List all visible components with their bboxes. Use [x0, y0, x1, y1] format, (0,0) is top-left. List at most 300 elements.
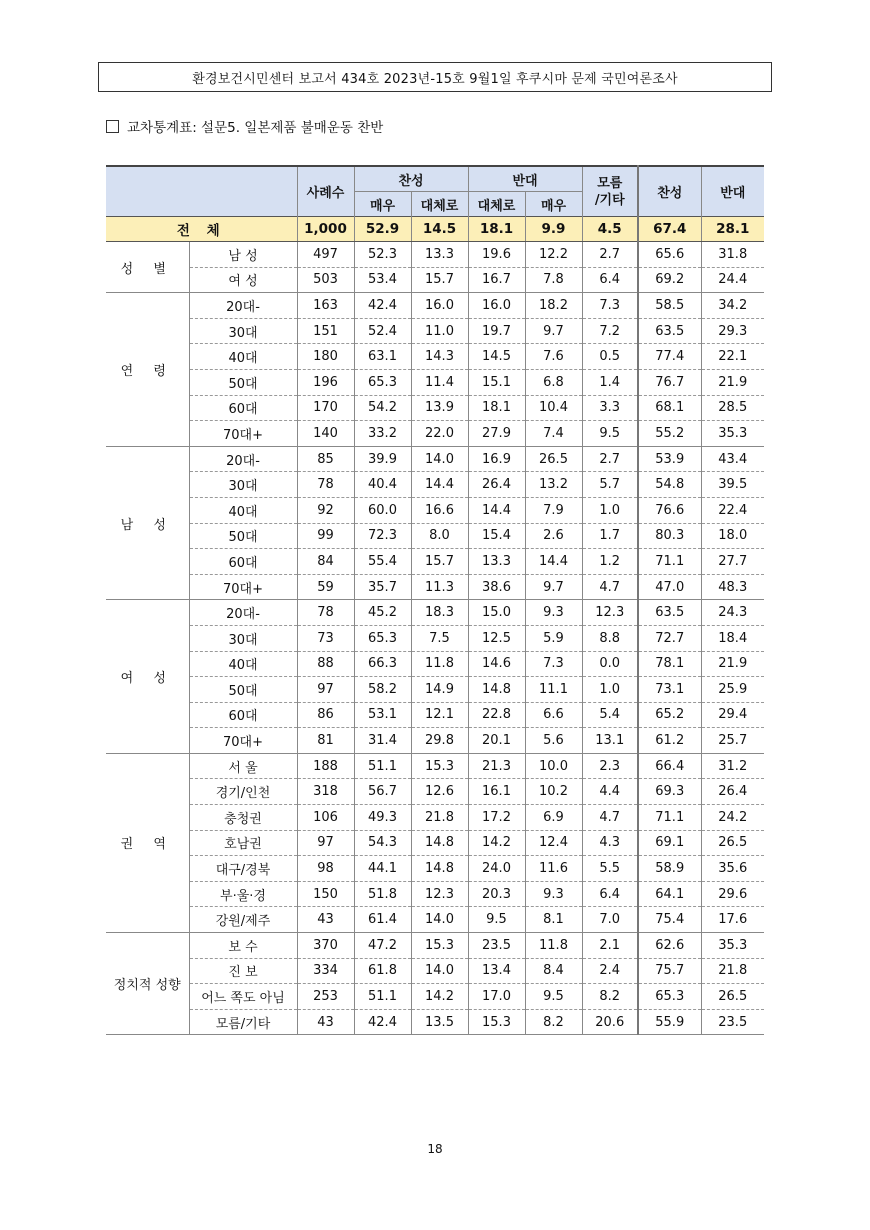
cell: 73.1 [638, 677, 701, 703]
cell: 27.9 [468, 421, 525, 447]
row-label: 20대- [189, 293, 297, 319]
cell: 71.1 [638, 549, 701, 575]
cell: 67.4 [638, 217, 701, 242]
header-unknown-line1: 모름 [597, 175, 623, 191]
cell: 15.7 [411, 549, 468, 575]
row-label: 모름/기타 [189, 1009, 297, 1035]
cell: 18.1 [468, 395, 525, 421]
cell: 54.2 [354, 395, 411, 421]
cell: 22.4 [701, 497, 764, 523]
row-label: 70대+ [189, 728, 297, 754]
cell: 97 [297, 677, 354, 703]
cell: 25.9 [701, 677, 764, 703]
cell: 98 [297, 856, 354, 882]
row-label: 20대- [189, 600, 297, 626]
cell: 6.6 [525, 702, 582, 728]
cell: 13.4 [468, 958, 525, 984]
group-label: 정치적 성향 [106, 933, 189, 1035]
cell: 196 [297, 369, 354, 395]
cell: 24.4 [701, 267, 764, 293]
row-label: 60대 [189, 549, 297, 575]
cell: 7.5 [411, 625, 468, 651]
cell: 72.3 [354, 523, 411, 549]
cell: 65.3 [354, 625, 411, 651]
cell: 6.9 [525, 805, 582, 831]
cell: 78 [297, 600, 354, 626]
cell: 12.1 [411, 702, 468, 728]
cell: 14.2 [411, 984, 468, 1010]
cell: 63.5 [638, 318, 701, 344]
cell: 35.6 [701, 856, 764, 882]
cell: 28.5 [701, 395, 764, 421]
row-label: 대구/경북 [189, 856, 297, 882]
cell: 61.2 [638, 728, 701, 754]
cell: 75.7 [638, 958, 701, 984]
table-body [106, 217, 764, 1035]
section-title-text: 교차통계표: 설문5. 일본제품 불매운동 찬반 [127, 120, 384, 136]
cell: 58.5 [638, 293, 701, 319]
cell: 7.4 [525, 421, 582, 447]
table-row [106, 421, 764, 447]
section-title [106, 116, 383, 136]
cell: 21.9 [701, 651, 764, 677]
row-label: 50대 [189, 369, 297, 395]
table-row [106, 1009, 764, 1035]
cell: 151 [297, 318, 354, 344]
header-blank [106, 166, 297, 217]
cell: 7.0 [582, 907, 638, 933]
cell: 77.4 [638, 344, 701, 370]
cell: 52.3 [354, 242, 411, 268]
row-label: 충청권 [189, 805, 297, 831]
cell: 26.5 [525, 446, 582, 472]
cell: 62.6 [638, 933, 701, 959]
cell: 21.8 [701, 958, 764, 984]
cell: 22.1 [701, 344, 764, 370]
cell: 55.9 [638, 1009, 701, 1035]
cell: 497 [297, 242, 354, 268]
table-row [106, 779, 764, 805]
row-label: 어느 쪽도 아님 [189, 984, 297, 1010]
cell: 11.1 [525, 677, 582, 703]
row-label: 30대 [189, 472, 297, 498]
cell: 1.4 [582, 369, 638, 395]
cell: 11.8 [411, 651, 468, 677]
cell: 12.6 [411, 779, 468, 805]
cell: 12.3 [411, 881, 468, 907]
cell: 10.0 [525, 753, 582, 779]
cell: 64.1 [638, 881, 701, 907]
cell: 14.0 [411, 958, 468, 984]
cell: 11.0 [411, 318, 468, 344]
cell: 71.1 [638, 805, 701, 831]
row-label: 30대 [189, 318, 297, 344]
cell: 2.3 [582, 753, 638, 779]
cell: 11.8 [525, 933, 582, 959]
row-label: 부·울·경 [189, 881, 297, 907]
cell: 9.5 [525, 984, 582, 1010]
cell: 1.0 [582, 497, 638, 523]
cell: 106 [297, 805, 354, 831]
cell: 14.4 [411, 472, 468, 498]
cell: 18.1 [468, 217, 525, 242]
cell: 69.1 [638, 830, 701, 856]
cell: 72.7 [638, 625, 701, 651]
cell: 14.3 [411, 344, 468, 370]
row-label: 서 울 [189, 753, 297, 779]
group-label: 권 역 [106, 753, 189, 932]
cell: 7.8 [525, 267, 582, 293]
cell: 10.2 [525, 779, 582, 805]
cell: 21.9 [701, 369, 764, 395]
cell: 29.3 [701, 318, 764, 344]
cell: 2.7 [582, 242, 638, 268]
table-row [106, 958, 764, 984]
cell: 49.3 [354, 805, 411, 831]
report-header [98, 62, 772, 92]
cell: 8.4 [525, 958, 582, 984]
cell: 6.4 [582, 881, 638, 907]
table-row [106, 369, 764, 395]
cell: 7.3 [582, 293, 638, 319]
cell: 81 [297, 728, 354, 754]
cell: 16.9 [468, 446, 525, 472]
header-unknown-line2: /기타 [594, 192, 625, 208]
cell: 28.1 [701, 217, 764, 242]
cell: 65.3 [354, 369, 411, 395]
cell: 23.5 [468, 933, 525, 959]
table-row [106, 549, 764, 575]
row-label: 50대 [189, 523, 297, 549]
cell: 9.3 [525, 881, 582, 907]
cell: 11.6 [525, 856, 582, 882]
cell: 8.8 [582, 625, 638, 651]
cell: 14.8 [411, 830, 468, 856]
cell: 86 [297, 702, 354, 728]
cell: 35.3 [701, 933, 764, 959]
cell: 2.7 [582, 446, 638, 472]
cell: 15.0 [468, 600, 525, 626]
cell: 69.3 [638, 779, 701, 805]
cell: 16.1 [468, 779, 525, 805]
cell: 16.0 [411, 293, 468, 319]
header-somewhat-agree: 대체로 [411, 192, 468, 217]
row-label: 남 성 [189, 242, 297, 268]
cell: 26.5 [701, 830, 764, 856]
cell: 34.2 [701, 293, 764, 319]
cell: 18.0 [701, 523, 764, 549]
cell: 65.3 [638, 984, 701, 1010]
cell: 8.0 [411, 523, 468, 549]
cell: 5.5 [582, 856, 638, 882]
cell: 97 [297, 830, 354, 856]
cell: 4.7 [582, 574, 638, 600]
cell: 14.0 [411, 907, 468, 933]
cell: 27.7 [701, 549, 764, 575]
cell: 29.4 [701, 702, 764, 728]
row-label: 60대 [189, 395, 297, 421]
cell: 9.9 [525, 217, 582, 242]
cell: 14.8 [468, 677, 525, 703]
cell: 35.3 [701, 421, 764, 447]
table-row [106, 753, 764, 779]
cell: 58.9 [638, 856, 701, 882]
table-row [106, 293, 764, 319]
table-row [106, 625, 764, 651]
cell: 61.8 [354, 958, 411, 984]
group-label: 연 령 [106, 293, 189, 447]
table-row [106, 651, 764, 677]
header-oppose-total: 반대 [701, 166, 764, 217]
cell: 85 [297, 446, 354, 472]
cell: 9.5 [468, 907, 525, 933]
cell: 25.7 [701, 728, 764, 754]
cell: 14.9 [411, 677, 468, 703]
group-label: 성 별 [106, 242, 189, 293]
cell: 33.2 [354, 421, 411, 447]
cell: 53.1 [354, 702, 411, 728]
cell: 63.5 [638, 600, 701, 626]
cell: 14.5 [411, 217, 468, 242]
table-row [106, 805, 764, 831]
cell: 8.2 [582, 984, 638, 1010]
cell: 63.1 [354, 344, 411, 370]
cell: 61.4 [354, 907, 411, 933]
table-header [106, 166, 764, 217]
cell: 7.6 [525, 344, 582, 370]
row-label: 40대 [189, 651, 297, 677]
cell: 5.9 [525, 625, 582, 651]
cell: 9.3 [525, 600, 582, 626]
row-label: 30대 [189, 625, 297, 651]
cell: 7.9 [525, 497, 582, 523]
cell: 76.6 [638, 497, 701, 523]
header-unknown [582, 166, 638, 217]
cell: 38.6 [468, 574, 525, 600]
cell: 16.7 [468, 267, 525, 293]
cell: 0.5 [582, 344, 638, 370]
cell: 24.3 [701, 600, 764, 626]
cell: 0.0 [582, 651, 638, 677]
cell: 12.3 [582, 600, 638, 626]
cell: 43 [297, 1009, 354, 1035]
cell: 3.3 [582, 395, 638, 421]
cell: 18.2 [525, 293, 582, 319]
cell: 48.3 [701, 574, 764, 600]
cell: 7.3 [525, 651, 582, 677]
cell: 22.0 [411, 421, 468, 447]
header-very-oppose: 매우 [525, 192, 582, 217]
row-label: 50대 [189, 677, 297, 703]
cell: 9.7 [525, 318, 582, 344]
cell: 24.0 [468, 856, 525, 882]
report-header-text: 환경보건시민센터 보고서 434호 2023년-15호 9월1일 후쿠시마 문제 국민여론조사 [192, 71, 678, 87]
cell: 17.6 [701, 907, 764, 933]
cell: 73 [297, 625, 354, 651]
cell: 9.7 [525, 574, 582, 600]
cell: 26.4 [701, 779, 764, 805]
table-row [106, 702, 764, 728]
header-very-agree: 매우 [354, 192, 411, 217]
cell: 40.4 [354, 472, 411, 498]
cell: 99 [297, 523, 354, 549]
row-label: 70대+ [189, 421, 297, 447]
table-row [106, 600, 764, 626]
cell: 14.6 [468, 651, 525, 677]
cell: 334 [297, 958, 354, 984]
table-row [106, 344, 764, 370]
cell: 17.2 [468, 805, 525, 831]
cell: 8.2 [525, 1009, 582, 1035]
cell: 4.3 [582, 830, 638, 856]
cell: 14.4 [525, 549, 582, 575]
cell: 5.4 [582, 702, 638, 728]
cell: 14.5 [468, 344, 525, 370]
cell: 1.2 [582, 549, 638, 575]
cell: 31.4 [354, 728, 411, 754]
cell: 23.5 [701, 1009, 764, 1035]
cell: 52.9 [354, 217, 411, 242]
cell: 16.6 [411, 497, 468, 523]
cell: 13.3 [411, 242, 468, 268]
table-row [106, 728, 764, 754]
cell: 163 [297, 293, 354, 319]
cell: 318 [297, 779, 354, 805]
row-label: 40대 [189, 344, 297, 370]
table-row [106, 881, 764, 907]
cell: 11.4 [411, 369, 468, 395]
cell: 2.1 [582, 933, 638, 959]
cell: 26.5 [701, 984, 764, 1010]
cell: 15.3 [411, 753, 468, 779]
table-row [106, 497, 764, 523]
cell: 35.7 [354, 574, 411, 600]
group-label: 남 성 [106, 446, 189, 600]
cell: 17.0 [468, 984, 525, 1010]
table-row [106, 472, 764, 498]
cell: 9.5 [582, 421, 638, 447]
cell: 78.1 [638, 651, 701, 677]
group-label: 여 성 [106, 600, 189, 754]
cell: 42.4 [354, 293, 411, 319]
cell: 4.5 [582, 217, 638, 242]
table-row [106, 933, 764, 959]
total-label: 전 체 [106, 217, 297, 242]
table-row [106, 856, 764, 882]
cell: 13.3 [468, 549, 525, 575]
cell: 31.8 [701, 242, 764, 268]
cell: 4.4 [582, 779, 638, 805]
cell: 14.8 [411, 856, 468, 882]
row-label: 보 수 [189, 933, 297, 959]
cell: 14.0 [411, 446, 468, 472]
table-row [106, 830, 764, 856]
table-row [106, 574, 764, 600]
cell: 58.2 [354, 677, 411, 703]
cell: 188 [297, 753, 354, 779]
cell: 12.2 [525, 242, 582, 268]
cell: 20.3 [468, 881, 525, 907]
cell: 170 [297, 395, 354, 421]
cell: 53.4 [354, 267, 411, 293]
cell: 1.7 [582, 523, 638, 549]
cell: 5.6 [525, 728, 582, 754]
cell: 503 [297, 267, 354, 293]
cell: 253 [297, 984, 354, 1010]
cell: 24.2 [701, 805, 764, 831]
cell: 92 [297, 497, 354, 523]
cell: 15.7 [411, 267, 468, 293]
cell: 11.3 [411, 574, 468, 600]
cell: 150 [297, 881, 354, 907]
row-label: 여 성 [189, 267, 297, 293]
cell: 4.7 [582, 805, 638, 831]
cell: 39.5 [701, 472, 764, 498]
cell: 18.4 [701, 625, 764, 651]
cell: 12.4 [525, 830, 582, 856]
cell: 69.2 [638, 267, 701, 293]
cell: 19.7 [468, 318, 525, 344]
table-row [106, 242, 764, 268]
cell: 20.1 [468, 728, 525, 754]
row-label: 60대 [189, 702, 297, 728]
table-row [106, 267, 764, 293]
header-somewhat-oppose: 대체로 [468, 192, 525, 217]
crosstab-table [106, 165, 764, 1035]
header-agree-total: 찬성 [638, 166, 701, 217]
cell: 45.2 [354, 600, 411, 626]
cell: 8.1 [525, 907, 582, 933]
cell: 54.3 [354, 830, 411, 856]
row-label: 호남권 [189, 830, 297, 856]
cell: 60.0 [354, 497, 411, 523]
cell: 55.4 [354, 549, 411, 575]
cell: 43.4 [701, 446, 764, 472]
header-agree-group: 찬성 [354, 166, 468, 192]
cell: 51.1 [354, 753, 411, 779]
cell: 59 [297, 574, 354, 600]
table-row [106, 677, 764, 703]
cell: 15.1 [468, 369, 525, 395]
cell: 21.8 [411, 805, 468, 831]
cell: 78 [297, 472, 354, 498]
cell: 31.2 [701, 753, 764, 779]
row-label: 70대+ [189, 574, 297, 600]
cell: 2.4 [582, 958, 638, 984]
cell: 16.0 [468, 293, 525, 319]
cell: 88 [297, 651, 354, 677]
row-label: 20대- [189, 446, 297, 472]
cell: 6.8 [525, 369, 582, 395]
cell: 13.2 [525, 472, 582, 498]
cell: 19.6 [468, 242, 525, 268]
page-number: 18 [427, 1142, 443, 1156]
header-sample: 사례수 [297, 166, 354, 217]
cell: 1,000 [297, 217, 354, 242]
cell: 15.4 [468, 523, 525, 549]
cell: 51.8 [354, 881, 411, 907]
row-label: 경기/인천 [189, 779, 297, 805]
cell: 44.1 [354, 856, 411, 882]
cell: 22.8 [468, 702, 525, 728]
cell: 7.2 [582, 318, 638, 344]
cell: 15.3 [411, 933, 468, 959]
cell: 29.6 [701, 881, 764, 907]
row-label: 40대 [189, 497, 297, 523]
cell: 29.8 [411, 728, 468, 754]
cell: 370 [297, 933, 354, 959]
table-row [106, 395, 764, 421]
